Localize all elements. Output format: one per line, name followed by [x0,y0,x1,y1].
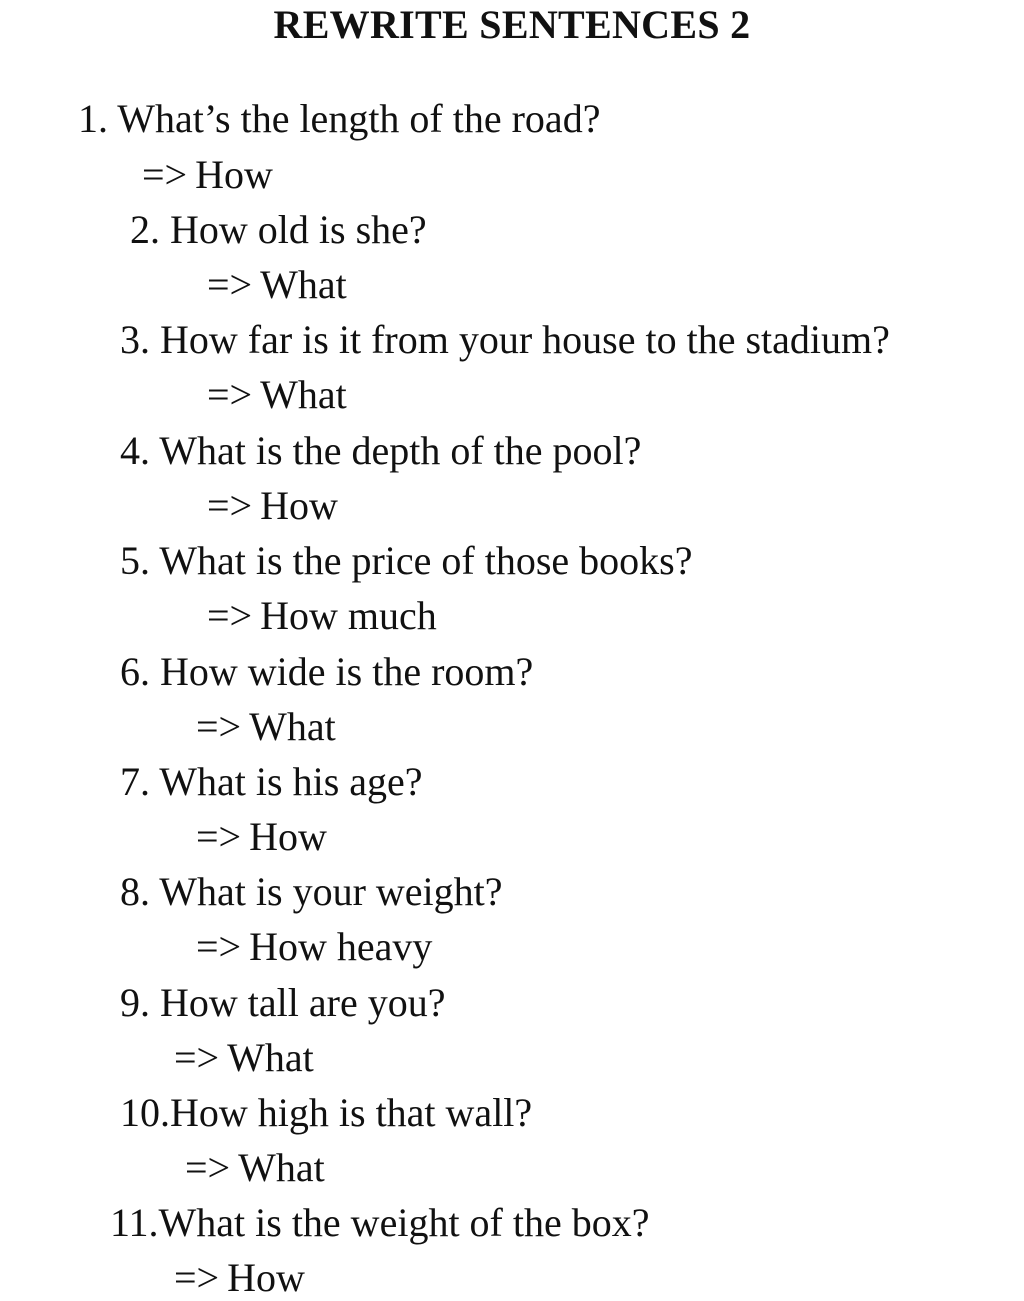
exercise-answer-line-1 [142,152,273,198]
exercise-question-4: 4. What is the depth of the pool? [120,428,642,473]
arrow-symbol: => [142,152,188,197]
answer-prompt: What [227,1035,314,1080]
answer-prompt: How much [260,593,437,638]
arrow-symbol: => [196,924,242,969]
answer-prompt: How [260,483,338,528]
exercise-answer-line-3 [207,372,347,418]
exercise-question-2: 2. How old is she? [130,207,427,252]
arrow-symbol: => [207,483,253,528]
exercise-question-8: 8. What is your weight? [120,869,503,914]
answer-prompt: What [260,262,347,307]
arrow-symbol: => [196,704,242,749]
exercise-question-11: 11.What is the weight of the box? [110,1200,650,1245]
exercise-answer-line-5 [207,593,437,639]
exercise-answer-line-8 [196,924,432,970]
page-title: REWRITE SENTENCES 2 [273,2,751,47]
arrow-symbol: => [174,1255,220,1300]
answer-prompt: What [249,704,336,749]
exercise-answer-line-2 [207,262,347,308]
exercise-question-10: 10.How high is that wall? [120,1090,533,1135]
exercise-answer-line-11 [174,1255,305,1301]
arrow-symbol: => [207,372,253,417]
exercise-question-3: 3. How far is it from your house to the stadium? [120,317,890,362]
answer-prompt: How [227,1255,305,1300]
arrow-symbol: => [207,593,253,638]
answer-prompt: What [260,372,347,417]
answer-prompt: What [238,1145,325,1190]
exercise-question-1: 1. What’s the length of the road? [78,96,601,141]
exercise-answer-line-4 [207,483,338,529]
answer-prompt: How [195,152,273,197]
exercise-answer-line-9 [174,1035,314,1081]
answer-prompt: How [249,814,327,859]
exercise-answer-line-6 [196,704,336,750]
answer-prompt: How heavy [249,924,433,969]
exercise-answer-line-10 [185,1145,325,1191]
exercise-question-9: 9. How tall are you? [120,980,446,1025]
arrow-symbol: => [174,1035,220,1080]
arrow-symbol: => [196,814,242,859]
arrow-symbol: => [207,262,253,307]
exercise-answer-line-7 [196,814,327,860]
exercise-question-5: 5. What is the price of those books? [120,538,693,583]
exercise-question-7: 7. What is his age? [120,759,423,804]
exercise-question-6: 6. How wide is the room? [120,649,534,694]
arrow-symbol: => [185,1145,231,1190]
